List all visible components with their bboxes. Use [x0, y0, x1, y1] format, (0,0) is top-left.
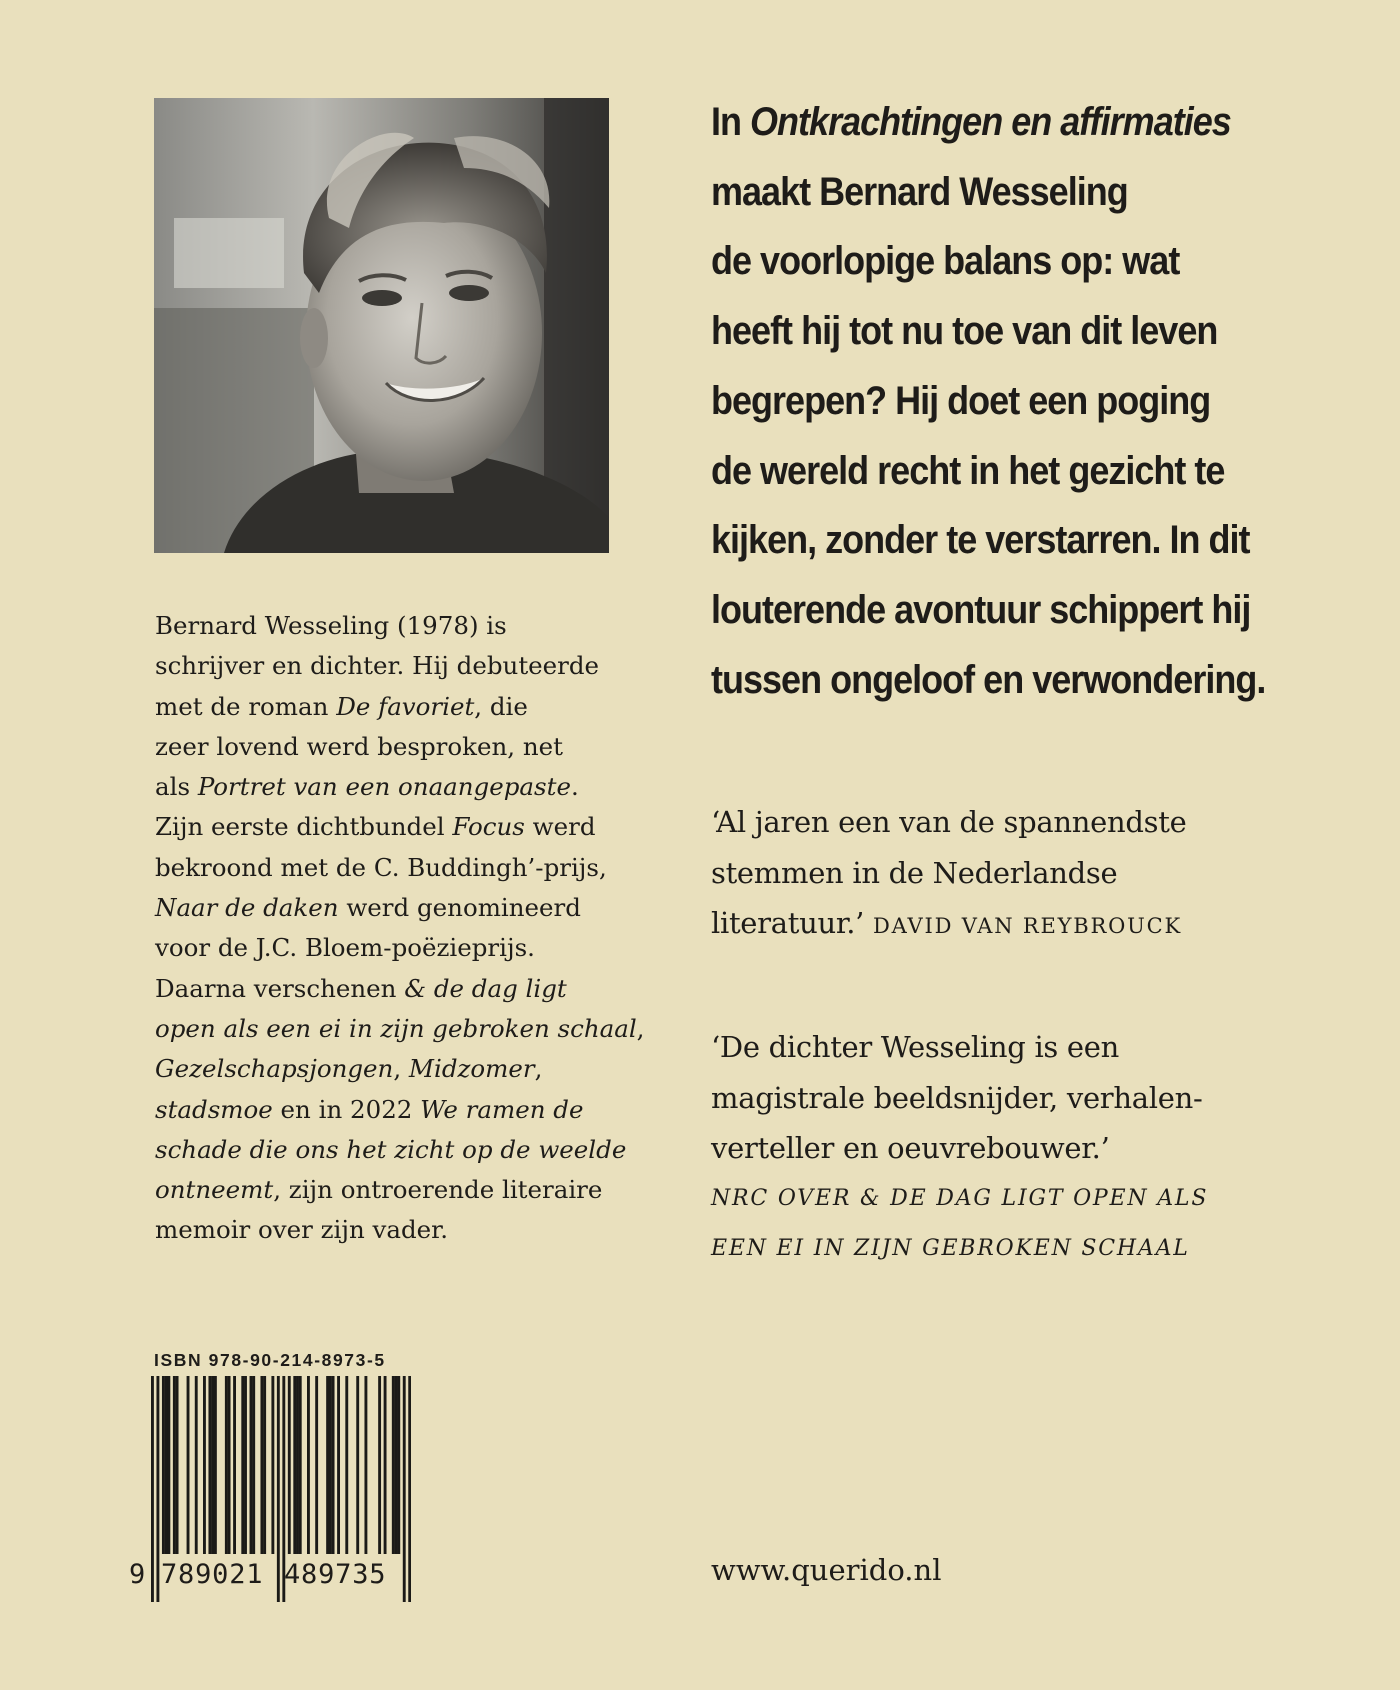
- text-run: louterende avontuur schippert hij: [711, 587, 1251, 632]
- bio-line: [155, 1049, 625, 1089]
- quote-source: NRC OVER & DE DAG LIGT OPEN ALS: [711, 1185, 1209, 1211]
- blurb-line: [711, 227, 1305, 297]
- text-run: met de roman: [155, 691, 337, 721]
- bio-line: [155, 727, 625, 767]
- text-run: maakt Bernard Wesseling: [711, 169, 1128, 214]
- bio-line: [155, 1009, 645, 1049]
- blurb-line: [711, 367, 1305, 437]
- quote-line: magistrale beeldsnijder, verhalen-: [711, 1080, 1203, 1115]
- blurb-line: [711, 158, 1305, 228]
- book-blurb: [711, 88, 1305, 715]
- text-run: kijken, zonder te verstarren. In dit: [711, 518, 1250, 563]
- text-run: de wereld recht in het gezicht te: [711, 448, 1225, 493]
- text-run: Zijn eerste dichtbundel: [155, 812, 453, 842]
- quote-line: ‘Al jaren een van de spannendste: [711, 805, 1187, 839]
- bio-line: [155, 767, 625, 807]
- blurb-line: [711, 646, 1305, 716]
- text-run: begrepen? Hij doet een poging: [711, 378, 1211, 423]
- text-run: bekroond met de C. Buddingh’-prijs,: [155, 852, 607, 882]
- barcode-digit-first: 9: [129, 1559, 146, 1590]
- title-italic: Focus: [452, 812, 525, 842]
- title-italic: & de dag ligt: [404, 973, 567, 1003]
- text-run: ,: [636, 1013, 645, 1043]
- bio-line: [155, 807, 625, 847]
- text-run: , die: [474, 691, 528, 721]
- bio-line: [155, 928, 625, 968]
- quote-line: literatuur.’: [711, 906, 865, 940]
- author-bio: [155, 606, 645, 1251]
- bio-line: [155, 1090, 625, 1130]
- quote-line: stemmen in de Nederlandse: [711, 855, 1118, 890]
- text-run: als: [155, 772, 198, 802]
- text-run: .: [570, 772, 579, 802]
- barcode-digits-left: 789021: [161, 1559, 264, 1590]
- text-run: en in 2022: [272, 1094, 421, 1124]
- title-italic: ontneemt: [155, 1175, 274, 1205]
- bio-line: [155, 606, 625, 646]
- barcode-digits-right: 489735: [284, 1559, 387, 1590]
- review-quote-1: [711, 797, 1331, 952]
- title-italic: Naar de daken: [155, 893, 339, 923]
- text-run: tussen ongeloof en verwondering.: [711, 657, 1266, 702]
- title-italic: Ontkrachtingen en affirmaties: [750, 100, 1231, 144]
- title-italic: Gezelschapsjongen: [155, 1054, 394, 1084]
- text-run: Daarna verschenen: [155, 973, 405, 1003]
- blurb-line: [711, 88, 1305, 158]
- text-run: heeft hij tot nu toe van dit leven: [711, 309, 1218, 354]
- bio-line: [155, 969, 625, 1009]
- text-run: voor de J.C. Bloem-poëzieprijs.: [155, 933, 535, 963]
- title-italic: Midzomer: [408, 1054, 535, 1084]
- text-run: In: [711, 100, 751, 144]
- barcode-digits: [129, 1555, 419, 1595]
- text-run: werd: [524, 812, 596, 842]
- author-photo: [154, 98, 609, 553]
- quote-line: ‘De dichter Wesseling is een: [711, 1030, 1120, 1064]
- title-italic: schade die ons het zicht op de weelde: [155, 1134, 627, 1164]
- bio-line: [155, 1210, 625, 1250]
- text-run: de voorlopige balans op: wat: [711, 239, 1180, 284]
- title-italic: open als een ei in zijn gebroken schaal: [155, 1013, 637, 1043]
- text-run: , zijn ontroerende literaire: [273, 1175, 603, 1205]
- text-run: ,: [534, 1054, 543, 1084]
- title-italic: De favoriet: [336, 691, 475, 721]
- text-run: ,: [393, 1054, 409, 1084]
- text-run: memoir over zijn vader.: [155, 1215, 448, 1245]
- text-run: schrijver en dichter. Hij debuteerde: [155, 651, 600, 681]
- quote-source: DAVID VAN REYBROUCK: [872, 914, 1182, 938]
- title-italic: We ramen de: [420, 1094, 584, 1124]
- title-italic: stadsmoe: [155, 1094, 273, 1124]
- text-run: werd genomineerd: [338, 893, 581, 923]
- blurb-line: [711, 437, 1305, 507]
- bio-line: [155, 888, 625, 928]
- text-run: zeer lovend werd besproken, net: [155, 731, 563, 761]
- title-italic: Portret van een onaangepaste: [197, 772, 571, 802]
- blurb-line: [711, 576, 1305, 646]
- blurb-line: [711, 506, 1305, 576]
- bio-line: [155, 1170, 625, 1210]
- isbn-label: ISBN 978-90-214-8973-5: [154, 1350, 386, 1370]
- bio-line: [155, 687, 625, 727]
- blurb-line: [711, 297, 1305, 367]
- quote-source: EEN EI IN ZIJN GEBROKEN SCHAAL: [711, 1236, 1190, 1261]
- publisher-website[interactable]: www.querido.nl: [711, 1553, 942, 1587]
- bio-line: [155, 646, 625, 686]
- review-quote-2: [711, 1022, 1331, 1275]
- text-run: Bernard Wesseling (1978) is: [155, 611, 507, 640]
- bio-line: [155, 848, 625, 888]
- quote-line: verteller en oeuvrebouwer.’: [711, 1131, 1110, 1165]
- bio-line: [155, 1130, 625, 1170]
